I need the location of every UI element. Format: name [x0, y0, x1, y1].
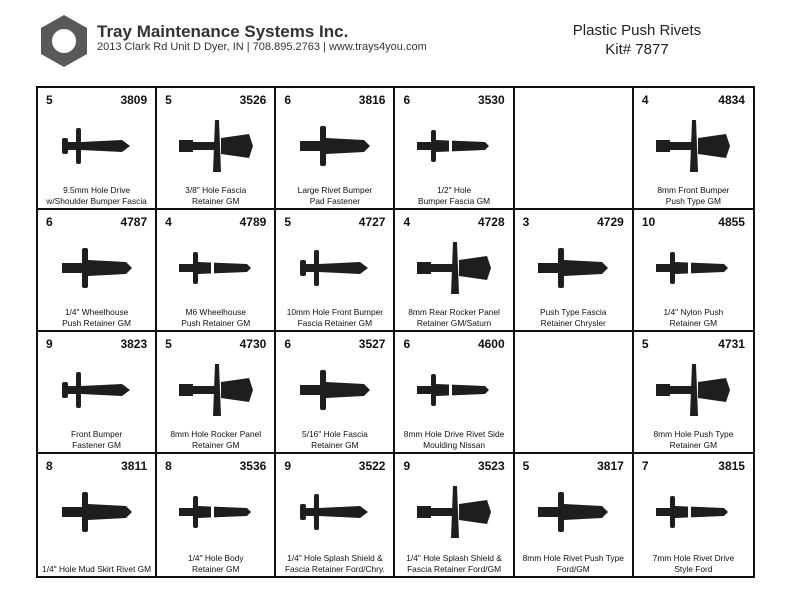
part-number-label: 4600 — [477, 337, 505, 351]
part-description — [38, 429, 155, 450]
part-number-label: 3527 — [358, 337, 386, 351]
part-cell-4727 — [276, 210, 395, 332]
part-cell-4787 — [38, 210, 157, 332]
description-line-2: Fascia Retainer GM — [297, 317, 373, 328]
part-number-label: 3522 — [358, 459, 386, 473]
part-description — [395, 307, 512, 328]
rivet-icon — [648, 482, 738, 542]
part-cell-4855 — [634, 210, 753, 332]
part-number-label: 4855 — [718, 215, 745, 229]
part-cell-4731 — [634, 332, 753, 454]
quantity-label: 6 — [284, 337, 292, 351]
rivet-icon — [648, 238, 738, 298]
description-line-1: 1/2" Hole — [436, 185, 472, 195]
part-cell-3823 — [38, 332, 157, 454]
rivet-icon — [290, 116, 380, 176]
part-number-label: 3523 — [477, 459, 505, 473]
part-description — [38, 185, 155, 206]
part-cell-4834 — [634, 88, 753, 210]
rivet-icon — [409, 116, 499, 176]
description-line-1: 9.5mm Hole Drive — [63, 185, 131, 195]
quantity-label: 8 — [46, 459, 53, 473]
part-cell-4729 — [515, 210, 634, 332]
hex-nut-logo-icon — [38, 13, 90, 69]
description-line-2: Push Retainer GM — [181, 317, 251, 328]
description-line-1: 8mm Hole Drive Rivet Side — [403, 429, 505, 439]
description-line-1: M6 Wheelhouse — [185, 307, 246, 317]
part-description — [395, 185, 512, 206]
quantity-label: 5 — [165, 337, 172, 351]
description-line-2: Style Ford — [674, 563, 713, 574]
rivet-icon — [409, 482, 499, 542]
company-address: 2013 Clark Rd Unit D Dyer, IN | 708.895.2763 | www.trays4you.com — [97, 41, 427, 53]
description-line-2: Retainer Chrysler — [540, 317, 606, 328]
description-line-1: 10mm Hole Front Bumper — [286, 307, 384, 317]
description-line-1: 5/16" Hole Fascia — [301, 429, 368, 439]
part-number-label: 3823 — [120, 337, 148, 351]
description-line-1: 8mm Front Bumper — [657, 185, 730, 195]
part-number-label: 4730 — [239, 337, 267, 351]
description-line-2: Retainer GM — [192, 195, 240, 206]
quantity-label: 7 — [641, 459, 649, 473]
quantity-label: 6 — [284, 93, 292, 107]
part-cell-3816 — [276, 88, 395, 210]
description-line-1: 8mm Hole Push Type — [653, 429, 734, 439]
part-cell-4728 — [395, 210, 514, 332]
rivet-icon — [52, 238, 142, 298]
part-cell-3527 — [276, 332, 395, 454]
part-cell-3811 — [38, 454, 157, 576]
part-description — [38, 564, 155, 575]
empty-cell — [515, 88, 634, 210]
quantity-label: 5 — [641, 337, 649, 351]
part-description — [157, 185, 274, 206]
part-description — [634, 185, 753, 206]
parts-grid — [36, 86, 755, 578]
rivet-icon — [409, 360, 499, 420]
part-cell-3526 — [157, 88, 276, 210]
part-description — [276, 185, 393, 206]
part-cell-3522 — [276, 454, 395, 576]
description-line-2: Fascia Retainer Ford/GM — [407, 563, 502, 574]
part-number-label: 3526 — [239, 93, 267, 107]
part-description — [276, 429, 393, 450]
quantity-label: 4 — [641, 93, 649, 107]
rivet-icon — [171, 360, 261, 420]
quantity-label: 9 — [403, 459, 411, 473]
rivet-icon — [171, 238, 261, 298]
part-number-label: 4728 — [477, 215, 505, 229]
rivet-icon — [171, 116, 261, 176]
description-line-2: Retainer GM — [311, 439, 359, 450]
description-line-1: 3/8" Hole Fascia — [185, 185, 247, 195]
description-line-1: 8mm Hole Rocker Panel — [170, 429, 262, 439]
part-cell-3530 — [395, 88, 514, 210]
rivet-icon — [290, 360, 380, 420]
rivet-icon — [290, 482, 380, 542]
part-cell-4789 — [157, 210, 276, 332]
quantity-label: 5 — [46, 93, 53, 107]
quantity-label: 5 — [522, 459, 530, 473]
company-name: Tray Maintenance Systems Inc. — [97, 22, 349, 41]
part-description — [634, 553, 753, 574]
part-description — [38, 307, 155, 328]
part-number-label: 3816 — [358, 93, 386, 107]
quantity-label: 6 — [403, 93, 411, 107]
part-description — [634, 307, 753, 328]
description-line-1: Push Type Fascia — [540, 307, 607, 317]
quantity-label: 9 — [46, 337, 53, 351]
description-line-2: Fastener GM — [72, 439, 122, 450]
part-description — [276, 553, 393, 574]
rivet-icon — [528, 238, 618, 298]
part-description — [395, 429, 512, 450]
quantity-label: 4 — [165, 215, 172, 229]
part-description — [515, 307, 632, 328]
description-line-2: Bumper Fascia GM — [418, 195, 491, 206]
description-line-1: 1/4" Hole Splash Shield & — [406, 553, 502, 563]
rivet-icon — [52, 482, 142, 542]
part-number-label: 4834 — [718, 93, 745, 107]
description-line-1: 8mm Hole Rivet Push Type — [522, 553, 624, 563]
rivet-icon — [409, 238, 499, 298]
part-cell-3536 — [157, 454, 276, 576]
part-number-label: 3809 — [120, 93, 148, 107]
quantity-label: 10 — [641, 215, 656, 229]
description-line-2: Moulding Nissan — [423, 439, 486, 450]
quantity-label: 6 — [403, 337, 411, 351]
part-description — [395, 553, 512, 574]
quantity-label: 9 — [284, 459, 292, 473]
part-number-label: 4789 — [239, 215, 267, 229]
part-number-label: 3536 — [239, 459, 267, 473]
description-line-1: 8mm Rear Rocker Panel — [408, 307, 500, 317]
part-number-label: 4727 — [358, 215, 386, 229]
description-line-2: Fascia Retainer Ford/Chry. — [284, 563, 385, 574]
rivet-icon — [171, 482, 261, 542]
description-line-2: Push Type GM — [665, 195, 722, 206]
part-cell-3817 — [515, 454, 634, 576]
description-line-2: Retainer GM — [669, 317, 718, 328]
part-number-label: 3817 — [597, 459, 624, 473]
part-cell-3815 — [634, 454, 753, 576]
description-line-1: 1/4" Hole Body — [187, 553, 244, 563]
quantity-label: 5 — [284, 215, 292, 229]
part-cell-4600 — [395, 332, 514, 454]
quantity-label: 8 — [165, 459, 172, 473]
part-number-label: 3815 — [718, 459, 745, 473]
rivet-icon — [290, 238, 380, 298]
description-line-2: Retainer GM — [669, 439, 718, 450]
part-number-label: 4787 — [120, 215, 148, 229]
rivet-icon — [52, 116, 142, 176]
quantity-label: 5 — [165, 93, 172, 107]
rivet-icon — [528, 482, 618, 542]
part-description — [276, 307, 393, 328]
description-line-2: Retainer GM — [192, 439, 240, 450]
kit-number: Kit# 7877 — [605, 41, 669, 58]
rivet-icon — [648, 116, 738, 176]
part-description — [515, 553, 632, 574]
part-cell-4730 — [157, 332, 276, 454]
description-line-2: 1/4" Hole Mud Skirt Rivet GM — [42, 563, 152, 574]
empty-cell — [515, 332, 634, 454]
part-description — [157, 553, 274, 574]
description-line-1: Front Bumper — [70, 429, 123, 439]
description-line-2: w/Shoulder Bumper Fascia — [46, 195, 147, 206]
description-line-2: Retainer GM — [192, 563, 240, 574]
part-number-label: 3811 — [121, 459, 148, 473]
rivet-icon — [52, 360, 142, 420]
part-description — [157, 307, 274, 328]
part-number-label: 4731 — [718, 337, 745, 351]
part-cell-3809 — [38, 88, 157, 210]
description-line-1: 1/4" Nylon Push — [663, 307, 724, 317]
rivet-icon — [648, 360, 738, 420]
description-line-2: Ford/GM — [556, 563, 590, 574]
description-line-1: Large Rivet Bumper — [297, 185, 373, 195]
description-line-2: Retainer GM/Saturn — [416, 317, 492, 328]
quantity-label: 6 — [46, 215, 53, 229]
kit-title: Plastic Push Rivets — [572, 22, 702, 39]
part-number-label: 4729 — [597, 215, 624, 229]
quantity-label: 3 — [522, 215, 530, 229]
description-line-1: 1/4" Hole Splash Shield & — [287, 553, 383, 563]
description-line-1: 7mm Hole Rivet Drive — [652, 553, 735, 563]
description-line-2: Push Retainer GM — [62, 317, 132, 328]
part-description — [157, 429, 274, 450]
quantity-label: 4 — [403, 215, 411, 229]
part-description — [634, 429, 753, 450]
description-line-2: Pad Fastener — [309, 195, 361, 206]
description-line-1: 1/4" Wheelhouse — [64, 307, 129, 317]
part-cell-3523 — [395, 454, 514, 576]
part-number-label: 3530 — [477, 93, 505, 107]
